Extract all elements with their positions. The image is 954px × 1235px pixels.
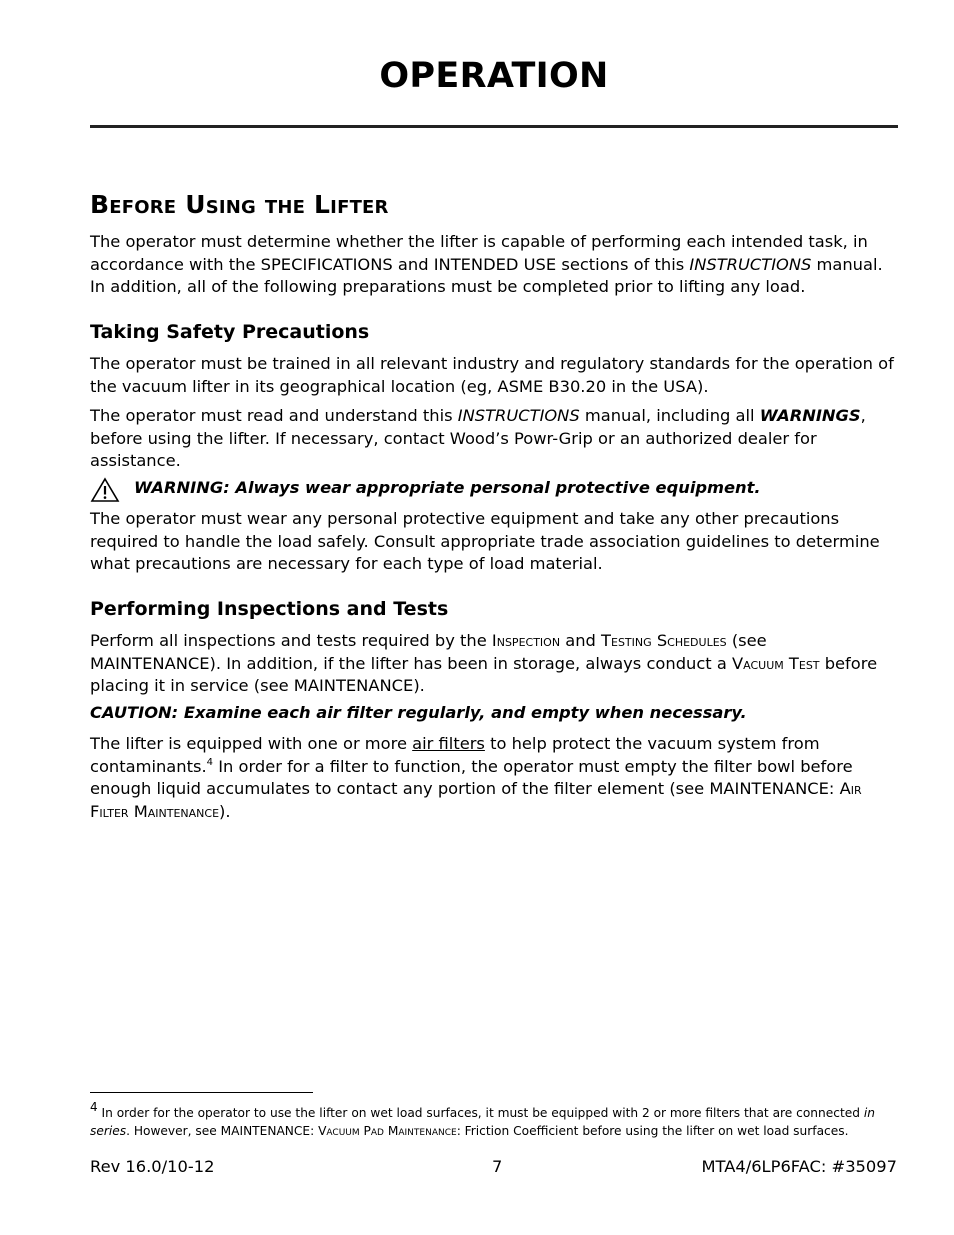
safety-paragraph-training: The operator must be trained in all relevant industry and regulatory standards for the operation of the vacuum lifter in its geographical location (eg, ASME B30.20 in the USA). (90, 354, 894, 396)
footer-revision: Rev 16.0/10-12 (90, 1157, 215, 1176)
safety-paragraph-instructions: The operator must read and understand this INSTRUCTIONS manual, including all WARNINGS, before using the lifter. If necessary, contact Wood’s Powr-Grip or an authorized dealer for assistance. (90, 406, 866, 470)
footnote-divider (90, 1092, 313, 1093)
intro-paragraph: The operator must determine whether the lifter is capable of performing each intended task, in accordance with the SPECIFICATIONS and INTENDED USE sections of this INSTRUCTIONS manual. In addition, all of the following preparations must be completed prior to lifting any load. (90, 232, 883, 296)
warning-text: WARNING: Always wear appropriate personal protective equipment. (134, 478, 761, 497)
caution-text: CAUTION: Examine each air filter regularly, and empty when necessary. (90, 703, 747, 722)
air-filters-link[interactable]: air filters (412, 734, 485, 753)
safety-paragraph-ppe: The operator must wear any personal protective equipment and take any other precautions required to handle the load safely. Consult appropriate trade association guidelines to determine what precautions are necessary for each type of load material. (90, 509, 880, 573)
footnote-number: 4 (90, 1100, 98, 1114)
inspections-paragraph: Perform all inspections and tests required by the Inspection and Testing Schedules (see MAINTENANCE). In addition, if the lifter has been in storage, always conduct a Vacuum Test before placing it in service (see MAINTENANCE). (90, 631, 878, 695)
title-divider (90, 125, 898, 128)
subheading-inspections-tests: Performing Inspections and Tests (90, 598, 449, 620)
instructions-emphasis: INSTRUCTIONS (689, 254, 812, 274)
footnote-reference[interactable]: 4 (206, 756, 214, 768)
page-title: OPERATION (379, 56, 609, 96)
section-heading-before-using: Before Using the Lifter (90, 190, 389, 219)
warning-triangle-icon (90, 477, 120, 503)
footnote: $^4$ In order for the operator to use the lifter on wet load surfaces, it must be equipped with 2 or more filters that are connected in series. However, see MAINTENANCE: Vacuum Pad Maintenance: Friction Coefficient before using the lifter on wet load surfaces. (90, 1100, 875, 1138)
filters-paragraph: The lifter is equipped with one or more air filters to help protect the vacuum system from contaminants.$^4$ In order for a filter to function, the operator must empty the filter bowl before enough liquid accumulates to contact any portion of the filter element (see MAINTENANCE: Air Filter Maintenance). (90, 734, 862, 821)
warning-callout (90, 477, 898, 503)
warnings-emphasis: WARNINGS (759, 406, 861, 425)
footer-document-id: MTA4/6LP6FAC: #35097 (701, 1157, 897, 1176)
footer-page-number: 7 (492, 1157, 503, 1176)
subheading-safety-precautions: Taking Safety Precautions (90, 321, 370, 343)
